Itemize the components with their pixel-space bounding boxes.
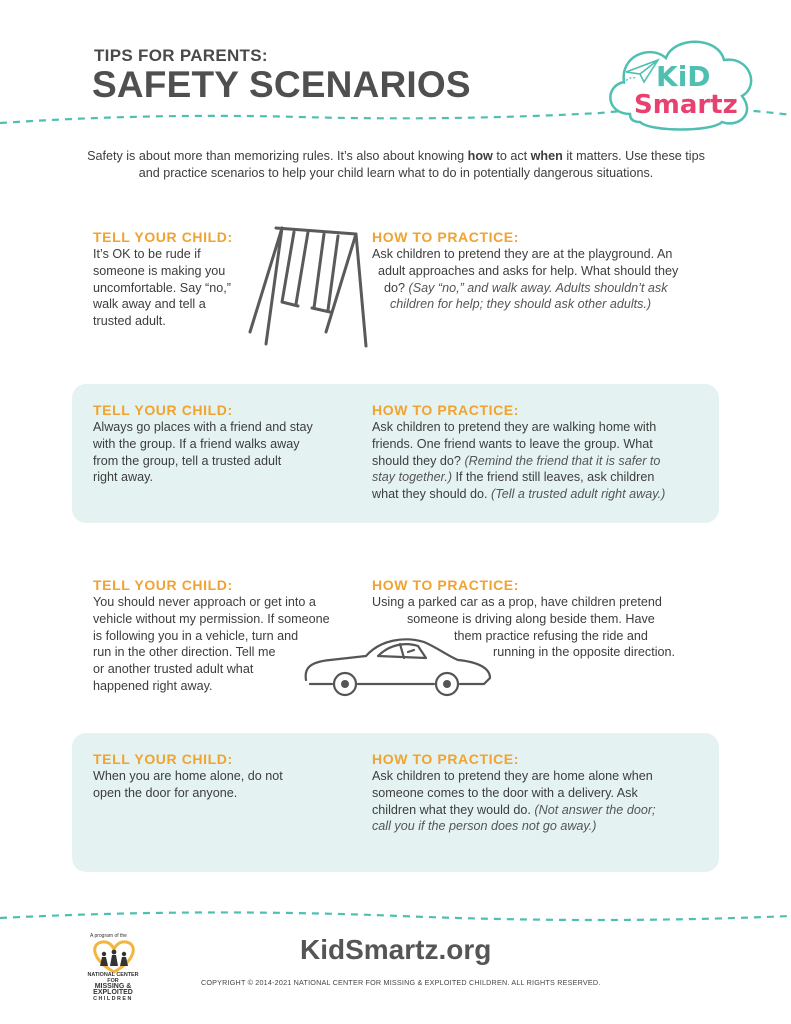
- practice-heading: HOW TO PRACTICE:: [372, 751, 520, 767]
- practice-heading: HOW TO PRACTICE:: [372, 577, 520, 593]
- footer-dashed-wave: [0, 906, 791, 932]
- ncmec-name: NATIONAL CENTER FOR MISSING & EXPLOITED CHILDREN: [87, 972, 139, 1002]
- intro-paragraph: Safety is about more than memorizing rules. It’s also about knowing how to act when it matters. Use these tips and practice scenarios to help your child learn what to do in potentially dangerous situations.: [87, 149, 705, 180]
- ncmec-logo-icon: [88, 938, 140, 974]
- car-icon: [300, 630, 496, 698]
- scenario-2-tell: TELL YOUR CHILD: Always go places with a friend and stay with the group. If a friend walks away from the group, tell a trusted adult right away.: [93, 402, 343, 486]
- kidsmartz-logo: [600, 34, 760, 132]
- tell-heading: TELL YOUR CHILD:: [93, 751, 233, 767]
- scenario-3-practice: HOW TO PRACTICE: Using a parked car as a prop, have children pretend someone is driving along beside them. Have them practice refusing the ride and running in the opposite direction.: [372, 577, 712, 661]
- logo-kid: KiD: [656, 60, 711, 93]
- scenario-4-practice: HOW TO PRACTICE: Ask children to pretend they are home alone when someone comes to the door with a delivery. Ask children what they would do. (Not answer the door; call you if the person does not go away.): [372, 751, 712, 835]
- logo-smartz: Smartz: [634, 90, 738, 120]
- page-kicker: TIPS FOR PARENTS:: [94, 46, 268, 65]
- scenario-1-tell: TELL YOUR CHILD: It’s OK to be rude if someone is making you uncomfortable. Say “no,” walk away and tell a trusted adult.: [93, 229, 268, 330]
- tell-heading: TELL YOUR CHILD:: [93, 402, 233, 418]
- scenario-1-practice: HOW TO PRACTICE: Ask children to pretend they are at the playground. An adult approaches and asks for help. What should they do? (Say “no,” and walk away. Adults shouldn’t ask children for help; they should ask other adults.): [372, 229, 712, 313]
- practice-heading: HOW TO PRACTICE:: [372, 229, 520, 245]
- program-of-text: A program of the: [90, 933, 127, 939]
- website-link[interactable]: KidSmartz.org: [300, 934, 492, 965]
- scenario-3-tell: TELL YOUR CHILD: You should never approach or get into a vehicle without my permission. If someone is following you in a vehicle, turn and run in the other direction. Tell me or another trusted adult what happened right away.: [93, 577, 363, 695]
- tell-heading: TELL YOUR CHILD:: [93, 577, 233, 593]
- page-title: SAFETY SCENARIOS: [92, 64, 471, 105]
- practice-heading: HOW TO PRACTICE:: [372, 402, 520, 418]
- copyright-notice: COPYRIGHT © 2014-2021 NATIONAL CENTER FOR MISSING & EXPLOITED CHILDREN. ALL RIGHTS RESERVED.: [201, 978, 601, 987]
- swing-set-icon: [246, 222, 376, 350]
- scenario-4-tell: TELL YOUR CHILD: When you are home alone, do not open the door for anyone.: [93, 751, 343, 802]
- tell-heading: TELL YOUR CHILD:: [93, 229, 233, 245]
- scenario-2-practice: HOW TO PRACTICE: Ask children to pretend they are walking home with friends. One friend wants to leave the group. What should they do? (Remind the friend that it is safer to stay together.) If the friend still leaves, ask children what they should do. (Tell a trusted adult right away.): [372, 402, 712, 503]
